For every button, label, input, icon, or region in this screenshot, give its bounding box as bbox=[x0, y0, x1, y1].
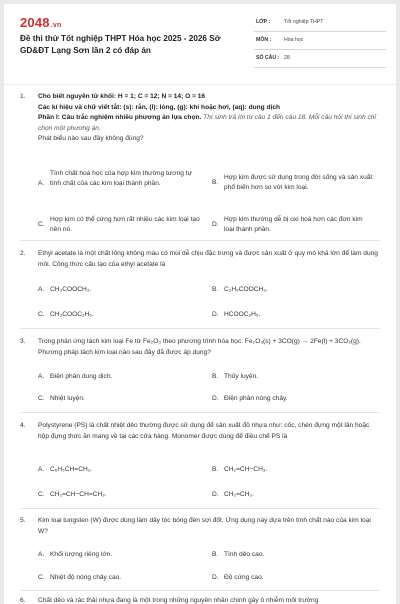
meta-subject: MÔN : Hóa học bbox=[254, 34, 386, 50]
question-divider bbox=[20, 328, 380, 329]
document-page: 2048.vn Đề thi thử Tốt nghiệp THPT Hóa học 2025 - 2026 Sở GD&ĐT Lạng Sơn lần 2 có đáp án LỚP : Tốt nghiệp THPT MÔN : Hóa học SỐ CÂU : 28 1. Cho biết nguyên tử khối: H = 1; C = 12; N = 14; O = 16 Các kí hiệu và chữ viết tắt: (s): rắn, (l): lỏng, (g): khí hoặc hơi, (aq): dung dịch Phần I: Câu trắc nghiệm nhiều phương án lựa chọn. Thí sinh trả lời từ câu 1 đến câu 18. Mỗi câu hỏi thí sinh chỉ chọn một phương án. Phát biểu nào sau đây không đúng? A. Tính chất hoá học của hợp kim thường tương tự tính chất của các kim loại thành phần. B. Hợp kim được sử dụng trong đời sống và sản xuất phổ biến hơn so với kim loại. C. Hợp kim có thể cứng hơn rất nhiều các kim loại tạo nên nó. D. Hợp kim thường dễ bị oxi hoá hơn các đơn kim loại thành phần. 2. Ethyl acetate là một chất lỏng không màu có mùi dễ chịu đặc trưng và được sản xuất ở quy mô khá lớn để làm dung môi. Công thức cấu tạo của ethyl acetate là A. CH₃COOCH₃. B. C₂H₅COOCH₃. C. CH₃COOC₂H₅. D. HCOOC₂H₅. 3. Trong phản ứng tách kim loại Fe từ Fe₂O₃ theo phương trình hóa học: Fe₂O₃(s) + 3CO(g) → 2Fe(l) + 3CO₂(g). Phương pháp tách kim loại nào sau đây đã được áp dụng? A. Điện phân dung dịch. B. Thủy luyện. C. Nhiệt luyện. D. Điện phân nóng chảy. 4. Polystyrene (PS) là chất nhiệt dẻo thường được sử dụng để sản xuất đồ nhựa như: cốc, chén đựng một lần hoặc hộp đựng thức ăn mang về tại các cửa hàng. Monomer được dùng để điều chế PS là A. C₆H₅CH=CH₂. B. CH₂=CH−CH₃. C. CH₂=CH−CH=CH₂. D. CH₂=CH₂. 5. Kim loại tungsten (W) được dùng làm dây tóc bóng đèn sợi đốt. Ứng dụng này dựa trên tính chất nào của kim loại W? A. Khối lượng riêng lớn. B. Tính dẻo cao. C. Nhiệt độ nóng chảy cao. D. Độ cứng cao. 6. Chất dẻo và rác thải nhựa đang là một trong những nguyên nhân chính gây ô nhiễm môi trường bbox=[4, 4, 396, 604]
exam-meta bbox=[254, 16, 386, 70]
question-divider bbox=[20, 508, 380, 509]
question-divider bbox=[20, 240, 380, 241]
document-title: Đề thi thử Tốt nghiệp THPT Hóa học 2025 - 2026 Sở GD&ĐT Lạng Sơn lần 2 có đáp án bbox=[20, 34, 221, 55]
document-header bbox=[4, 4, 396, 82]
site-logo[interactable]: 2048.vn bbox=[20, 15, 62, 30]
meta-question-count: SỐ CÂU : 28 bbox=[254, 52, 386, 68]
question-divider bbox=[20, 412, 380, 413]
header-divider bbox=[4, 84, 396, 85]
meta-class: LỚP : Tốt nghiệp THPT bbox=[254, 16, 386, 32]
question-divider bbox=[20, 590, 380, 591]
